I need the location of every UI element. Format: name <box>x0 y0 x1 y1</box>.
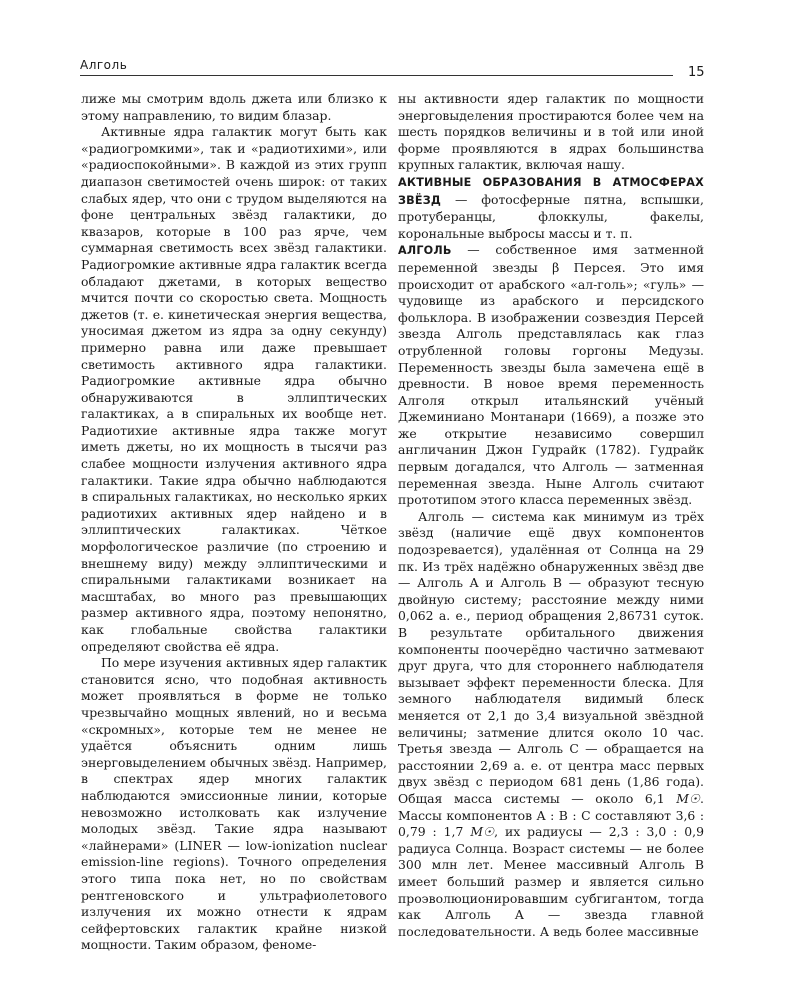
solar-mass-symbol: M☉ <box>470 824 495 840</box>
entry-active-formations <box>398 174 704 242</box>
paragraph-algol-system <box>398 509 704 940</box>
paragraph-continuation: лиже мы смотрим вдоль джета или близко к этому направлению, то видим блазар. <box>81 91 387 123</box>
paragraph-liners: По мере изучения активных ядер галактик становится ясно, что подобная активность может проявляться в форме не только чрезвычайно мощных явлений, но и весьма «скромных», которые тем не менее не удаётся объяснить одним лишь энерговыделением обычных звёзд. Например, в спектрах ядер многих галактик наблюдаются эмиссионные линии, которые невозможно истолковать как излучение молодых звёзд. Такие ядра называют «лайнерами» (LINER — low-ionization nuclear emission-line regions). Точного определения этого типа пока нет, но по свойствам рентгеновского и ультрафиолетового излучения их можно отнести к ядрам сейфертовских галактик крайне низкой мощности. Таким образом, феноме- <box>81 655 387 953</box>
paragraph-radio-loudness: Активные ядра галактик могут быть как «радиогромкими», так и «радиотихими», или «радиоспокойными». В каждой из этих групп диапазон светимостей очень широк: от таких слабых ядер, что они с трудом выделяются на фоне центральных звёзд галактики, до квазаров, которые в 100 раз ярче, чем суммарная светимость всех звёзд галактики. Радиогромкие активные ядра галактик всегда обладают джетами, в которых вещество мчится почти со скоростью света. Мощность джетов (т. е. кинетическая энергия вещества, уносимая джетом из ядра за одну секунду) примерно равна или даже превышает светимость активного ядра галактики. Радиогромкие активные ядра обычно обнаруживаются в эллиптических галактиках, а в спиральных их вообще нет. Радиотихие активные ядра также могут иметь джеты, но их мощность в тысячи раз слабее мощности излучения активного ядра галактики. Такие ядра обычно наблюдаются в спиральных галактиках, но несколько ярких радиотихих активных ядер найдено и в эллиптических галактиках. Чёткое морфологическое различие (по строению и внешнему виду) между эллиптическими и спиральными галактиками возникает на масштабах, во много раз превышающих размер активного ядра, поэтому непонятно, как глобальные свойства галактики определяют свойства её ядра. <box>81 124 387 654</box>
text-fragment: Алголь — система как минимум из трёх звёзд (наличие ещё двух компонентов подозревается), удалённая от Солнца на 29 пк. Из трёх надёжно обнаруженных звёзд две — Алголь A и Алголь B — образуют тесную двойную систему; расстояние между ними 0,062 а. е., период обращения 2,86731 суток. В результате орбитального движения компоненты поочерёдно частично затмевают друг друга, что для стороннего наблюдателя вызывает эффект переменности блеска. Для земного наблюдателя видимый блеск меняется от 2,1 до 3,4 визуальной звёздной величины; затмение длится около 10 час. Третья звезда — Алголь C — обращается на расстоянии 2,69 а. е. от центра масс первых двух звёзд с периодом 681 день (1,86 года). Общая масса системы — около 6,1 <box>398 508 704 806</box>
right-column <box>398 91 704 940</box>
entry-definition: — собственное имя затменной переменной звезды β Персея. Это имя происходит от арабского «ал-голь»; «гуль» — чудовище из арабского и персидского фольклора. В изображении созвездия Персей звезда Алголь представлялась как глаз отрубленной головы горгоны Медузы. Переменность звезды была замечена ещё в древности. В новое время переменность Алголя открыл итальянский учёный Джеминиано Монтанари (1669), а позже это же открытие независимо совершил англичанин Джон Гудрайк (1782). Гудрайк первым догадался, что Алголь — затменная переменная звезда. Ныне Алголь считают прототипом этого класса переменных звёзд. <box>398 242 704 508</box>
solar-mass-symbol: M☉ <box>676 790 701 806</box>
paragraph-continuation-right: ны активности ядер галактик по мощности энерговыделения простираются более чем на шесть порядков величины и в той или иной форме проявляются в ядрах большинства крупных галактик, включая нашу. <box>398 91 704 173</box>
left-column <box>81 91 387 954</box>
entry-term: АЛГОЛЬ <box>398 244 452 258</box>
running-title: Алголь <box>80 58 128 72</box>
entry-term: АКТИВНЫЕ ОБРАЗОВАНИЯ В АТМОСФЕРАХ ЗВЁЗД <box>398 175 704 207</box>
entry-algol <box>398 242 704 509</box>
text-fragment: . Массы компонентов A : B : C составляют 3,6 : 0,79 : 1,7 <box>398 790 704 840</box>
text-fragment: , их радиусы — 2,3 : 3,0 : 0,9 радиуса Солнца. Возраст системы — не более 300 млн лет. Менее массивный Алголь B имеет больший размер и является сильно проэволюционировавшим субгигантом, тогда как Алголь A — звезда главной последовательности. А ведь более массивные <box>398 824 704 939</box>
page-number: 15 <box>688 65 705 80</box>
header-rule <box>80 75 673 76</box>
entry-definition: — фотосферные пятна, вспышки, протуберанцы, флоккулы, факелы, корональные выбросы массы и т. п. <box>398 191 704 241</box>
